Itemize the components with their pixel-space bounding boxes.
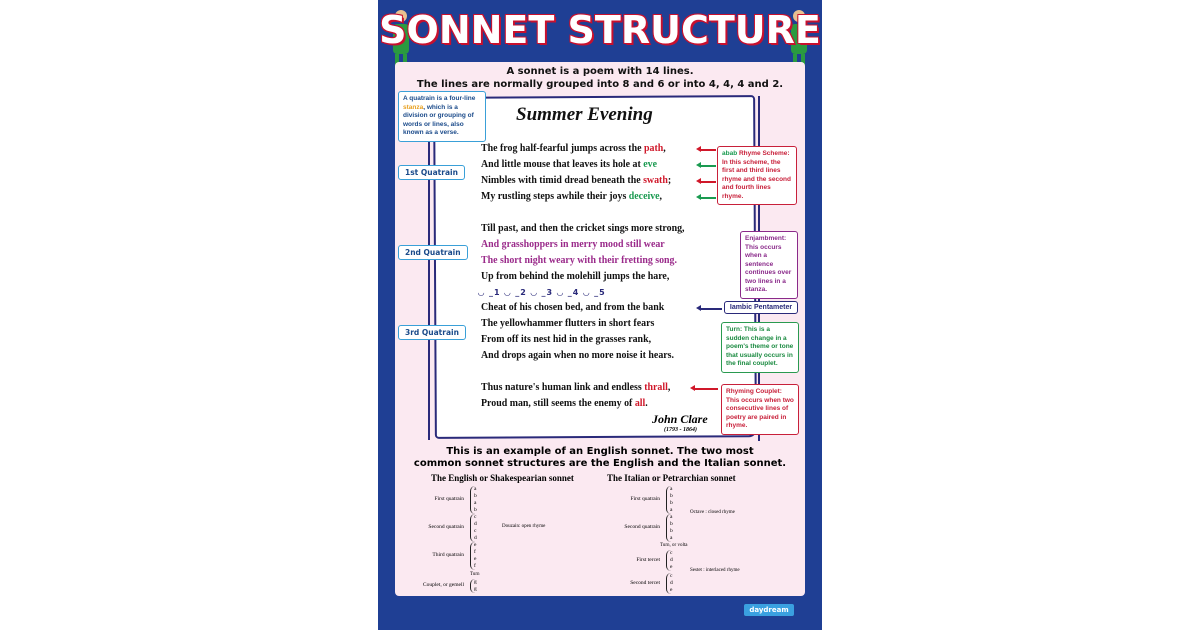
line-text: Till past, and then the cricket sings more strong, [481,222,685,234]
italian-label: First tercet [636,557,660,563]
note-text: Rhyme Scheme: In this scheme, the first and third lines rhyme and the second and fourth lines rhyme. [722,150,791,200]
english-turn: Turn [470,572,480,577]
poem-line [481,270,669,283]
rhyme-word: path [643,142,664,154]
poem-line [481,333,651,346]
italian-label: Second quatrain [624,524,660,530]
quatrain-note [398,91,486,142]
poem-line [481,190,662,203]
line-text: And little mouse that leaves its hole at [481,158,644,170]
rhyme-word: swath [643,174,668,186]
tag-2nd-quatrain: 2nd Quatrain [398,245,468,260]
arrow-left-icon [700,181,716,183]
punctuation: , [663,142,666,154]
daydream-logo: daydream [744,604,794,616]
line-text: The short night weary with their fretting song. [481,254,677,266]
iambic-pentameter-note: Iambic Pentameter [724,301,798,314]
italian-brace: a b b a [666,486,676,514]
italian-brace: a b b a [666,514,676,542]
punctuation: , [659,190,663,202]
line-text: Up from behind the molehill jumps the hare, [481,270,670,282]
poem-line [481,301,664,314]
rhyme-word: thrall [644,381,668,393]
english-label: Second quatrain [428,524,464,530]
english-label: First quatrain [434,496,464,502]
line-text: My rustling steps awhile their joys [481,190,629,202]
tag-1st-quatrain: 1st Quatrain [398,165,465,180]
intro-line: A sonnet is a poem with 14 lines. [506,66,694,77]
rhyme-word: all [634,397,646,409]
poem-line [481,397,648,410]
arrow-left-icon [700,308,722,310]
line-text: The yellowhammer flutters in short fears [481,317,655,329]
english-brace: c d c d [470,514,480,542]
english-brace: e f e f [470,542,480,570]
note-text: , which is a division or grouping of words or lines, also known as a verse. [403,103,474,136]
poster [378,0,822,630]
enjambment-note: Enjambment: This occurs when a sentence continues over two lines in a stanza. [740,231,798,299]
italian-label: First quatrain [630,496,660,502]
poem-line [481,158,657,171]
poem-line [481,222,685,235]
line-text: And grasshoppers in merry mood still wear [481,238,665,250]
line-text: The frog half-fearful jumps across the [481,142,644,154]
arrow-left-icon [700,149,716,151]
note-highlight: abab [722,150,738,157]
tag-3rd-quatrain: 3rd Quatrain [398,325,466,340]
poem-line [481,381,670,394]
italian-octave: Octave : closed rhyme [690,510,735,515]
rhyme-word: eve [643,158,657,170]
outro-text [378,446,822,470]
note-text: A quatrain is a four-line [403,95,476,102]
english-label: Third quatrain [432,552,464,558]
stanza-line [428,135,430,440]
rhyming-couplet-note: Rhyming Couplet: This occurs when two consecutive lines of poetry are paired in rhyme. [721,384,799,435]
italian-brace: c d e [666,550,676,571]
rhyme-word: deceive [628,190,660,202]
english-brace: a b a b [470,486,480,514]
poem-line [481,349,674,362]
poem-line [481,254,677,267]
outro-line: common sonnet structures are the English and the Italian sonnet. [413,458,787,469]
line-text: From off its nest hid in the grasses rank, [481,333,652,345]
line-text: Thus nature's human link and endless [481,381,645,393]
italian-sestet: Sestet : interlaced rhyme [690,568,740,573]
poem-line [481,317,654,330]
poem-line [481,142,666,155]
english-label: Couplet, or gemell [422,582,464,588]
intro-text [378,65,822,91]
italian-heading: The Italian or Petrarchian sonnet [607,473,736,483]
punctuation: . [645,397,648,409]
turn-note: Turn: This is a sudden change in a poem's theme or tone that usually occurs in the final couplet. [721,322,799,373]
punctuation: ; [667,174,672,186]
italian-turn: Turn, or volta [660,543,688,548]
arrow-left-icon [694,388,718,390]
line-text: Cheat of his chosen bed, and from the bank [481,301,665,313]
meter-marks: ◡ _1 ◡ _2 ◡ _3 ◡ _4 ◡ _5 [478,288,606,297]
punctuation: , [667,381,671,393]
rhyme-scheme-note [717,146,797,205]
arrow-left-icon [700,197,716,199]
italian-brace: c d e [666,573,676,594]
arrow-left-icon [700,165,716,167]
outro-line: This is an example of an English sonnet. The two most [446,446,754,457]
poem-title: Summer Evening [516,104,653,125]
line-text: And drops again when no more noise it hears. [481,349,674,361]
english-heading: The English or Shakespearian sonnet [431,473,574,483]
poster-title: SONNET STRUCTURE [379,8,821,52]
line-text: Nimbles with timid dread beneath the [481,174,644,186]
italian-label: Second tercet [630,580,660,586]
english-brace: g g [470,579,480,593]
poem-line [481,238,665,251]
poem-dates: (1793 - 1864) [664,427,697,433]
poem-author: John Clare [652,412,708,426]
note-highlight: stanza [403,103,424,111]
line-text: Proud man, still seems the enemy of [481,397,635,409]
intro-line: The lines are normally grouped into 8 and 6 or into 4, 4, 4 and 2. [416,79,784,90]
poem-line [481,174,671,187]
english-note: Douzain: open rhyme [502,524,546,529]
